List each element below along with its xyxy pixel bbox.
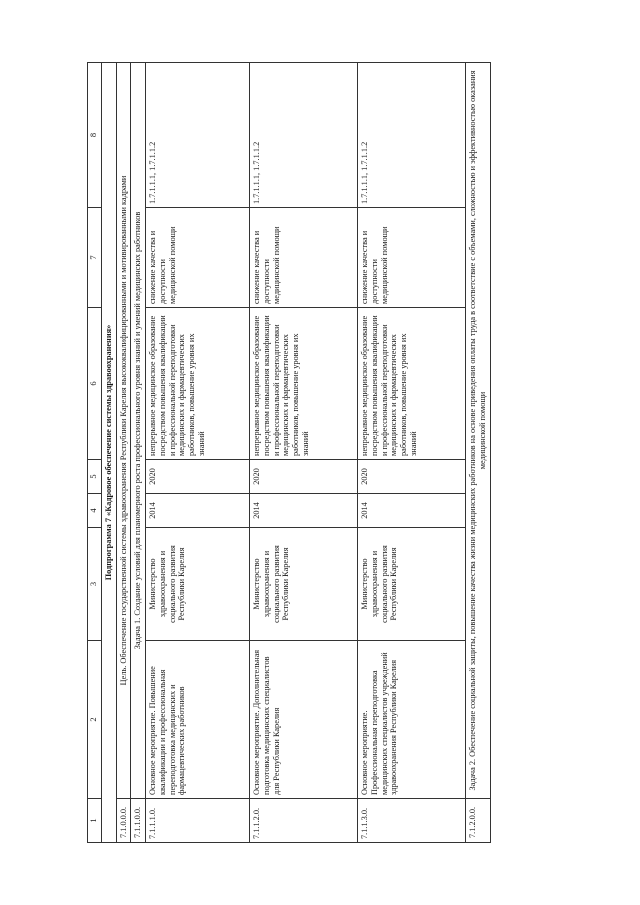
table-row: [146, 63, 250, 843]
column-number: 7: [88, 208, 102, 308]
indicators: 1.7.1.1.1, 1.7.1.1.2: [146, 63, 250, 208]
end-year: 2020: [250, 460, 358, 494]
table-row: [358, 63, 466, 843]
activity-name: Основное мероприятие. Профессиональная переподготовка медицинских специалистов учреждений здравоохранения Республики Карелия: [358, 641, 466, 799]
goal-code: 7.1.0.0.0.: [116, 799, 131, 843]
executor: Министерство здравоохранения и социального развития Республики Карелия: [250, 528, 358, 641]
task-text: Задача 2. Обеспечение социальной защиты, повышение качества жизни медицинских работников на основе приведения оплаты труда в соответствие с объемами, сложностью и эффективностью оказания медицинской помощи: [466, 63, 490, 799]
column-number: 1: [88, 799, 102, 843]
consequence: снижение качества и доступности медицинской помощи: [146, 208, 250, 308]
column-number-row: [88, 63, 102, 843]
expected-result: непрерывное медицинское образование посредством повышения квалификации и профессиональной переподготовки медицинских и фармацевтических работников, повышение уровня их знаний: [358, 308, 466, 460]
column-number: 6: [88, 308, 102, 460]
task-code: 7.1.1.0.0.: [131, 799, 146, 843]
task-row: [131, 63, 146, 843]
task-text: Задача 1. Создание условий для планомерного роста профессионального уровня знаний и умений медицинских работников: [131, 63, 146, 799]
row-code: 7.1.1.1.0.: [146, 799, 250, 843]
end-year: 2020: [358, 460, 466, 494]
consequence: снижение качества и доступности медицинской помощи: [358, 208, 466, 308]
column-number: 3: [88, 528, 102, 641]
task-row: [466, 63, 490, 843]
consequence: снижение качества и доступности медицинской помощи: [250, 208, 358, 308]
activity-name: Основное мероприятие. Дополнительная подготовка медицинских специалистов для Республики Карелия: [250, 641, 358, 799]
goal-row: [116, 63, 131, 843]
column-number: 8: [88, 63, 102, 208]
column-number: 2: [88, 641, 102, 799]
subprogram-title-row: [102, 63, 117, 843]
indicators: 1.7.1.1.1, 1.7.1.1.2: [250, 63, 358, 208]
task-code: 7.1.2.0.0.: [466, 799, 490, 843]
table-row: [250, 63, 358, 843]
column-number: 5: [88, 460, 102, 494]
indicators: 1.7.1.1.1, 1.7.1.1.2: [358, 63, 466, 208]
expected-result: непрерывное медицинское образование посредством повышения квалификации и профессиональной переподготовки медицинских и фармацевтических работников, повышение уровня их знаний: [250, 308, 358, 460]
start-year: 2014: [358, 494, 466, 528]
expected-result: непрерывное медицинское образование посредством повышения квалификации и профессиональной переподготовки медицинских и фармацевтических работников, повышение уровня их знаний: [146, 308, 250, 460]
subprogram-title: Подпрограмма 7 «Кадровое обеспечение системы здравоохранения»: [102, 63, 117, 843]
activity-name: Основное мероприятие. Повышение квалификации и профессиональная переподготовка медицинских и фармацевтических работников: [146, 641, 250, 799]
end-year: 2020: [146, 460, 250, 494]
start-year: 2014: [146, 494, 250, 528]
executor: Министерство здравоохранения и социального развития Республики Карелия: [358, 528, 466, 641]
goal-text: Цель. Обеспечение государственной системы здравоохранения Республики Карелия высококвалифицированными и мотивированными кадрами: [116, 63, 131, 799]
column-number: 4: [88, 494, 102, 528]
start-year: 2014: [250, 494, 358, 528]
row-code: 7.1.1.3.0.: [358, 799, 466, 843]
executor: Министерство здравоохранения и социального развития Республики Карелия: [146, 528, 250, 641]
subprogram-table: [87, 62, 491, 843]
row-code: 7.1.1.2.0.: [250, 799, 358, 843]
